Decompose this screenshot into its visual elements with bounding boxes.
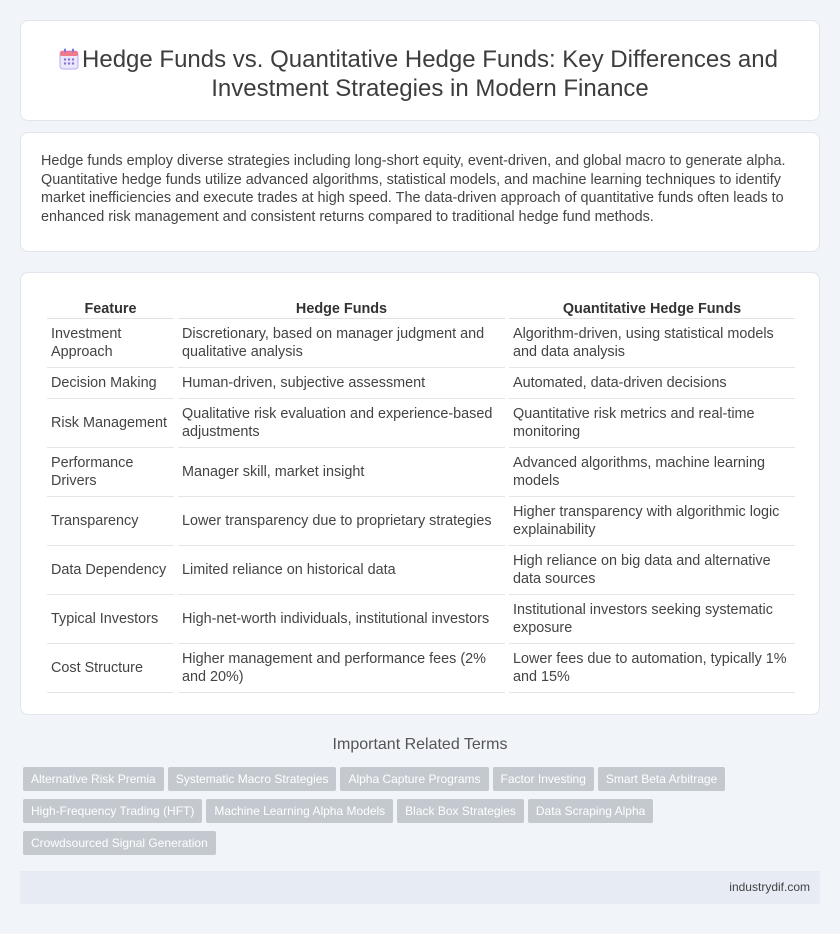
related-term-tag[interactable]: Machine Learning Alpha Models xyxy=(206,799,393,823)
row-quant-hedge-funds: Lower fees due to automation, typically 1% and 15% xyxy=(509,644,795,693)
table-row xyxy=(47,497,795,546)
footer-site-link[interactable]: industrydif.com xyxy=(729,880,810,894)
row-hedge-funds: Manager skill, market insight xyxy=(178,448,505,497)
header-quant-hedge-funds: Quantitative Hedge Funds xyxy=(509,296,795,319)
related-term-tag[interactable]: Factor Investing xyxy=(493,767,594,791)
footer xyxy=(20,871,820,904)
comparison-table xyxy=(43,296,799,693)
row-hedge-funds: Discretionary, based on manager judgment and qualitative analysis xyxy=(178,319,505,368)
row-quant-hedge-funds: Algorithm-driven, using statistical models and data analysis xyxy=(509,319,795,368)
row-quant-hedge-funds: Institutional investors seeking systematic exposure xyxy=(509,595,795,644)
intro-paragraph: Hedge funds employ diverse strategies including long-short equity, event-driven, and global macro to generate alpha. Quantitative hedge funds utilize advanced algorithms, statistical models, and machine learning techniques to identify market inefficiencies and execute trades at high speed. The data-driven approach of quantitative funds often leads to enhanced risk management and consistent returns compared to traditional hedge fund methods. xyxy=(41,153,786,225)
row-feature: Risk Management xyxy=(47,399,174,448)
header-feature: Feature xyxy=(47,296,174,319)
row-hedge-funds: Human-driven, subjective assessment xyxy=(178,368,505,399)
table-row xyxy=(47,644,795,693)
related-terms-title: Important Related Terms xyxy=(332,736,508,753)
related-term-tag[interactable]: Systematic Macro Strategies xyxy=(168,767,337,791)
table-row xyxy=(47,319,795,368)
table-header-row xyxy=(47,296,795,319)
table-row xyxy=(47,546,795,595)
related-terms-list xyxy=(23,767,823,863)
row-feature: Cost Structure xyxy=(47,644,174,693)
comparison-card xyxy=(20,272,820,715)
row-feature: Decision Making xyxy=(47,368,174,399)
row-hedge-funds: Higher management and performance fees (2% and 20%) xyxy=(178,644,505,693)
row-feature: Investment Approach xyxy=(47,319,174,368)
row-quant-hedge-funds: Automated, data-driven decisions xyxy=(509,368,795,399)
related-term-tag[interactable]: Data Scraping Alpha xyxy=(528,799,653,823)
row-feature: Performance Drivers xyxy=(47,448,174,497)
row-hedge-funds: Lower transparency due to proprietary strategies xyxy=(178,497,505,546)
header-hedge-funds: Hedge Funds xyxy=(178,296,505,319)
row-quant-hedge-funds: Higher transparency with algorithmic logic explainability xyxy=(509,497,795,546)
page-title: Hedge Funds vs. Quantitative Hedge Funds: Key Differences and Investment Strategies in Modern Finance xyxy=(82,46,778,102)
intro-card xyxy=(20,132,820,252)
related-term-tag[interactable]: Black Box Strategies xyxy=(397,799,524,823)
title-card xyxy=(20,20,820,121)
row-quant-hedge-funds: Quantitative risk metrics and real-time monitoring xyxy=(509,399,795,448)
row-hedge-funds: Qualitative risk evaluation and experience-based adjustments xyxy=(178,399,505,448)
related-term-tag[interactable]: Alpha Capture Programs xyxy=(340,767,488,791)
related-term-tag[interactable]: Crowdsourced Signal Generation xyxy=(23,831,216,855)
row-feature: Data Dependency xyxy=(47,546,174,595)
related-term-tag[interactable]: Smart Beta Arbitrage xyxy=(598,767,725,791)
related-term-tag[interactable]: High-Frequency Trading (HFT) xyxy=(23,799,202,823)
table-row xyxy=(47,595,795,644)
table-row xyxy=(47,448,795,497)
row-hedge-funds: Limited reliance on historical data xyxy=(178,546,505,595)
row-quant-hedge-funds: Advanced algorithms, machine learning models xyxy=(509,448,795,497)
row-feature: Transparency xyxy=(47,497,174,546)
row-feature: Typical Investors xyxy=(47,595,174,644)
table-row xyxy=(47,368,795,399)
row-quant-hedge-funds: High reliance on big data and alternative data sources xyxy=(509,546,795,595)
row-hedge-funds: High-net-worth individuals, institutional investors xyxy=(178,595,505,644)
related-term-tag[interactable]: Alternative Risk Premia xyxy=(23,767,164,791)
table-row xyxy=(47,399,795,448)
